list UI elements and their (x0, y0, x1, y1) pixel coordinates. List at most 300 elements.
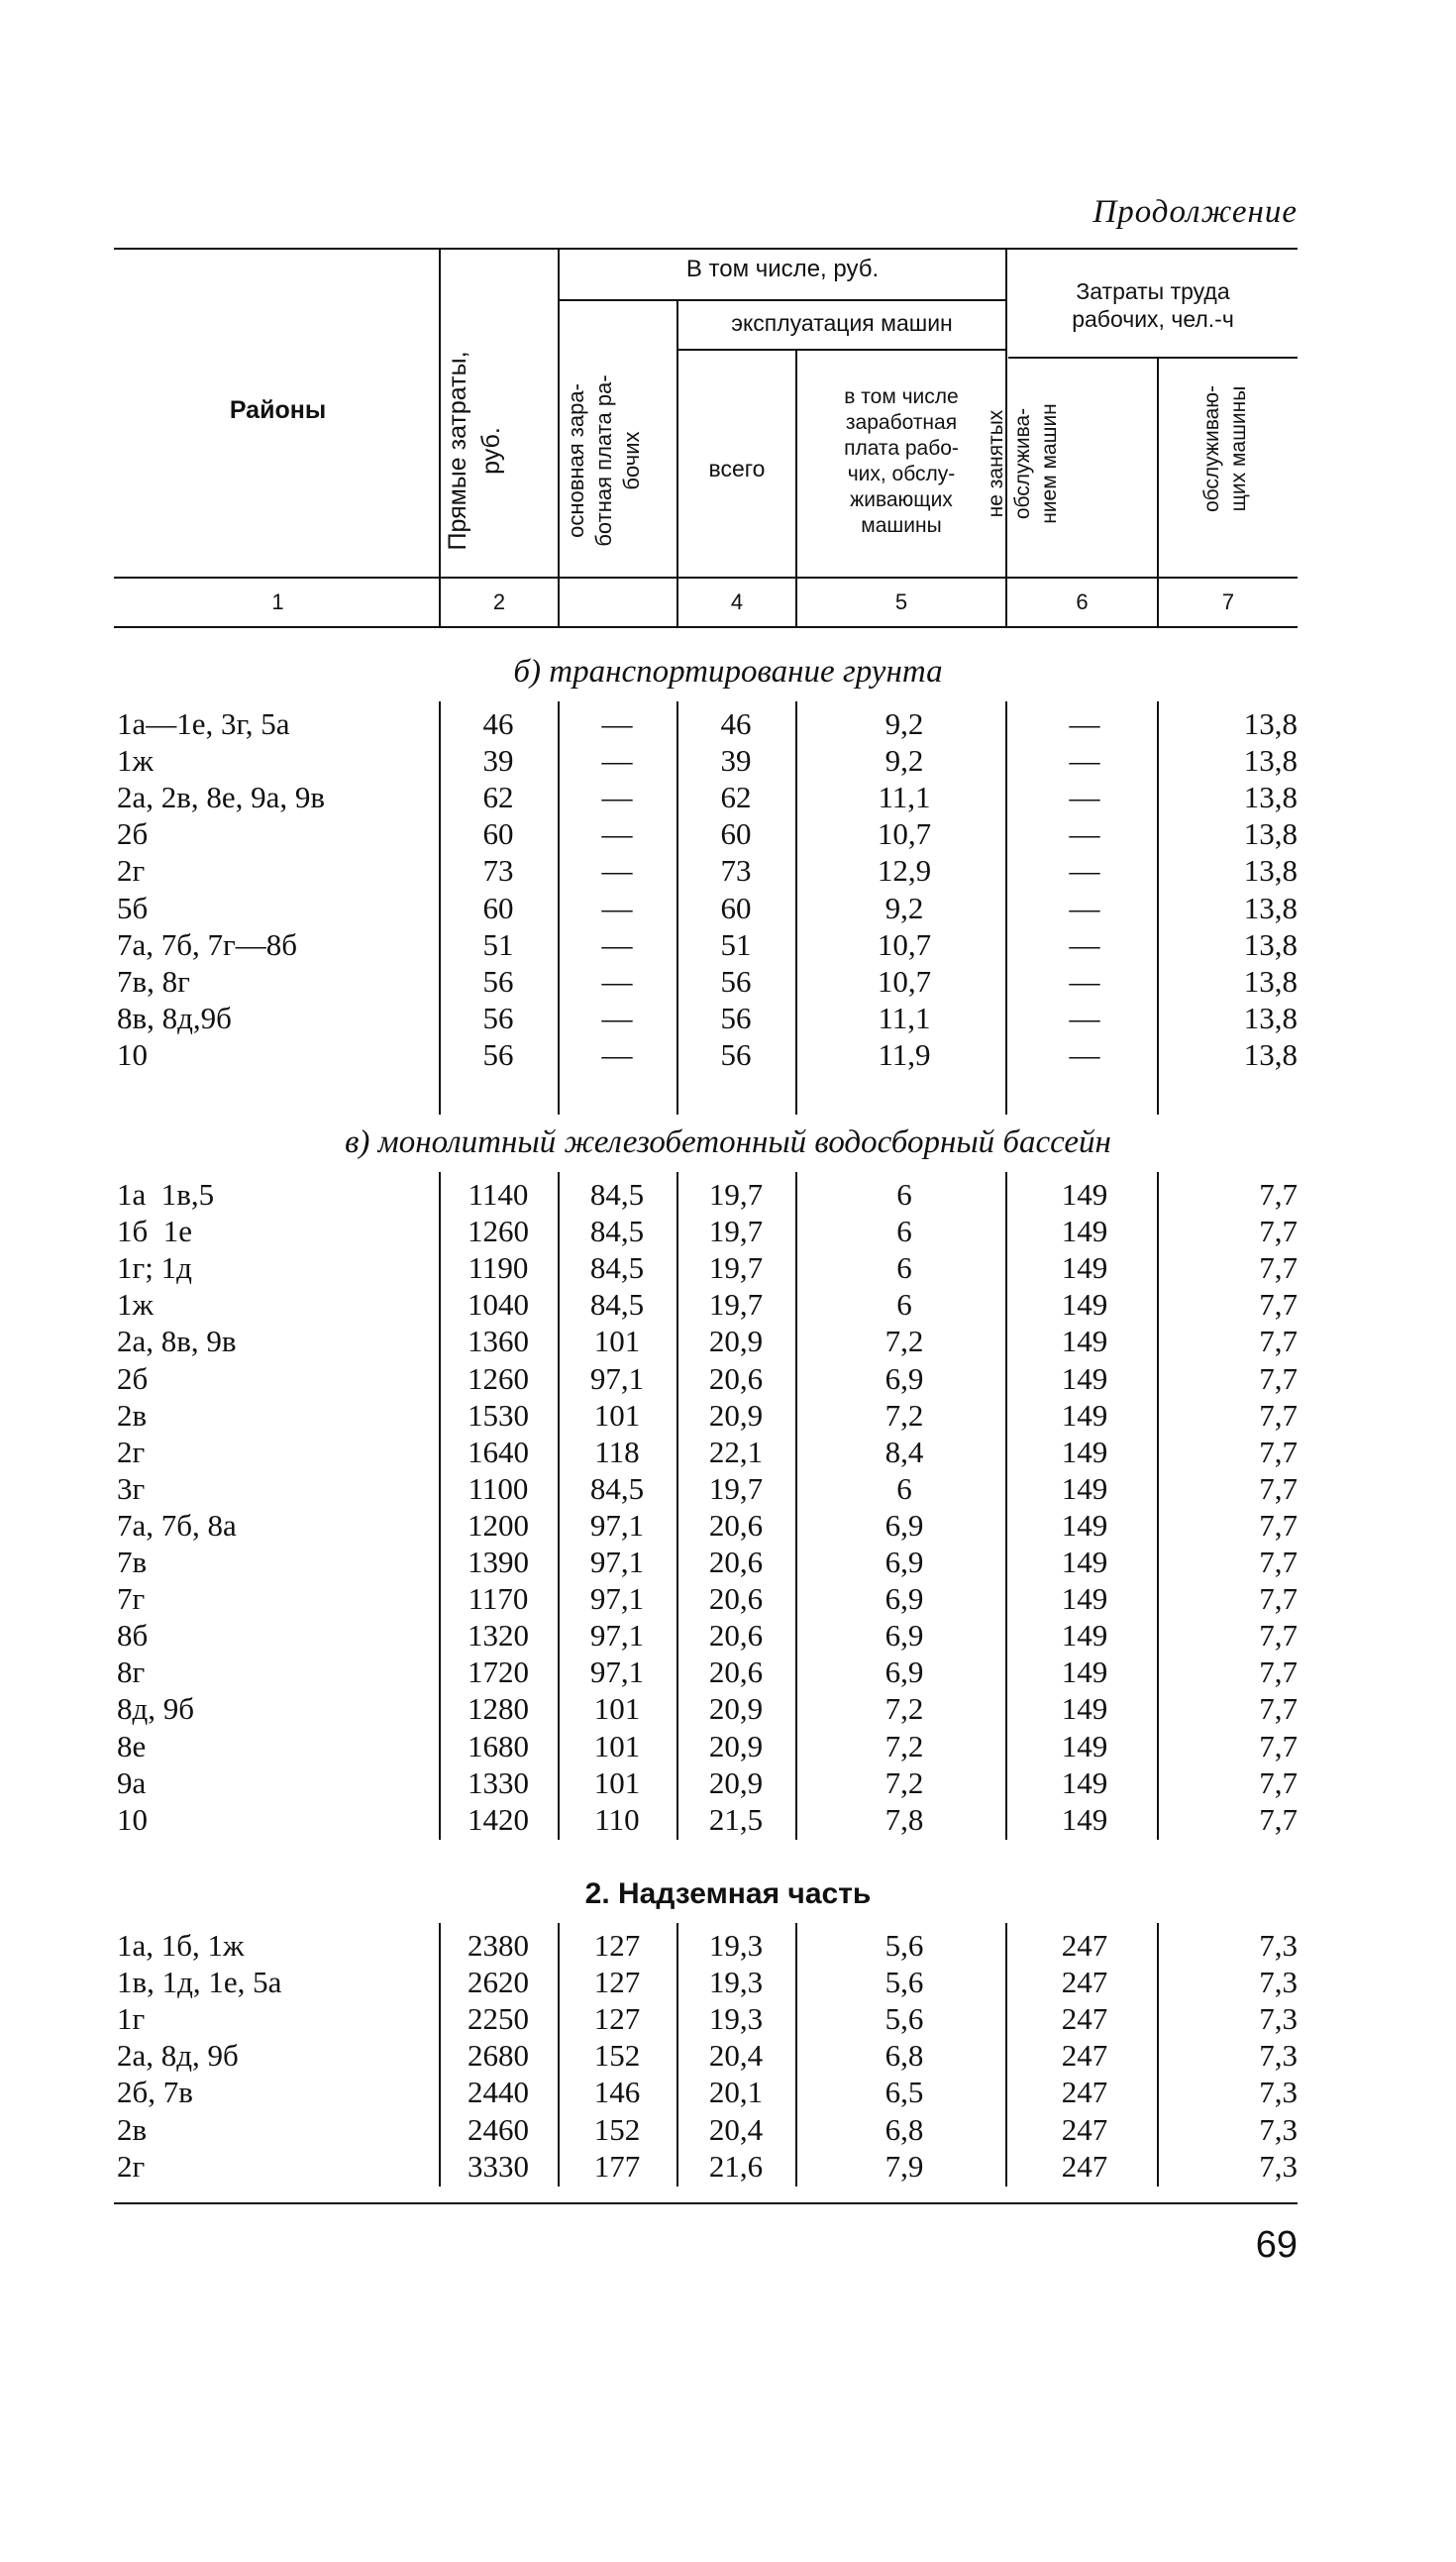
header-districts: Районы (229, 396, 327, 424)
cell-machine-total: 62 (720, 780, 752, 815)
cell-labor-not-serving: 149 (1061, 1214, 1108, 1249)
cell-direct-costs: 2620 (468, 1965, 529, 2000)
cell-machine-total: 20,9 (708, 1728, 764, 1763)
cell-district: 8в, 8д,9б (117, 1000, 232, 1035)
table-row (0, 1764, 1456, 1801)
cell-direct-costs: 2460 (468, 2111, 529, 2147)
cell-labor-not-serving: 149 (1061, 1801, 1108, 1837)
cell-labor-serving: 7,7 (1259, 1691, 1298, 1727)
cell-drivers-salary: 7,8 (884, 1801, 924, 1837)
table-row (0, 1000, 1456, 1036)
cell-drivers-salary: 6,5 (884, 2075, 924, 2110)
cell-labor-serving: 7,7 (1259, 1324, 1298, 1359)
cell-labor-not-serving: 149 (1061, 1470, 1108, 1506)
cell-direct-costs: 1680 (468, 1728, 529, 1763)
cell-labor-not-serving: 149 (1061, 1581, 1108, 1617)
header-total: всего (708, 456, 766, 481)
table-row (0, 1927, 1456, 1964)
cell-base-salary: 84,5 (589, 1177, 645, 1212)
cell-district: 10 (117, 1801, 148, 1837)
cell-machine-total: 20,9 (708, 1324, 764, 1359)
cell-direct-costs: 1260 (468, 1214, 529, 1249)
table-row (0, 926, 1456, 963)
cell-labor-serving: 7,7 (1259, 1434, 1298, 1469)
cell-district: 7г (117, 1581, 146, 1617)
cell-machine-total: 60 (720, 890, 752, 925)
cell-machine-total: 21,6 (708, 2148, 764, 2184)
cell-direct-costs: 1530 (468, 1397, 529, 1433)
cell-base-salary: 152 (593, 2111, 641, 2147)
cell-machine-total: 20,6 (708, 1507, 764, 1543)
cell-machine-total: 60 (720, 816, 752, 852)
cell-labor-serving: 13,8 (1243, 1000, 1298, 1035)
cell-district: 2б, 7в (117, 2075, 193, 2110)
cell-direct-costs: 1280 (468, 1691, 529, 1727)
cell-drivers-salary: 6,8 (884, 2111, 924, 2147)
cell-district: 2б (117, 1360, 149, 1396)
cell-labor-not-serving: — (1069, 1000, 1100, 1035)
cell-labor-not-serving: 149 (1061, 1655, 1108, 1690)
cell-machine-total: 56 (720, 963, 752, 999)
cell-machine-total: 20,9 (708, 1764, 764, 1800)
cell-labor-not-serving: 149 (1061, 1691, 1108, 1727)
cell-machine-total: 20,4 (708, 2111, 764, 2147)
cell-labor-serving: 7,7 (1259, 1728, 1298, 1763)
cell-labor-not-serving: 149 (1061, 1360, 1108, 1396)
table-row (0, 1801, 1456, 1838)
cell-labor-serving: 13,8 (1243, 853, 1298, 889)
cell-drivers-salary: 10,7 (877, 963, 932, 999)
cell-base-salary: 110 (594, 1801, 640, 1837)
cell-district: 1ж (117, 743, 154, 779)
table-row (0, 1544, 1456, 1580)
cell-direct-costs: 39 (482, 743, 514, 779)
cell-machine-total: 20,4 (708, 2038, 764, 2074)
header-serving: обслуживаю- щих машины (1200, 384, 1250, 513)
cell-base-salary: 127 (593, 1965, 641, 2000)
cell-machine-total: 19,7 (708, 1470, 764, 1506)
cell-drivers-salary: 10,7 (877, 816, 932, 852)
cell-labor-serving: 7,7 (1259, 1287, 1298, 1323)
cell-drivers-salary: 9,2 (884, 890, 924, 925)
cell-labor-not-serving: — (1069, 890, 1100, 925)
cell-district: 2г (117, 853, 146, 889)
cell-machine-total: 19,3 (708, 1928, 764, 1963)
cell-base-salary: 84,5 (589, 1470, 645, 1506)
cell-base-salary: 118 (594, 1434, 640, 1469)
cell-drivers-salary: 6,9 (884, 1545, 924, 1579)
cell-base-salary: 177 (593, 2148, 641, 2184)
cell-labor-not-serving: 149 (1061, 1507, 1108, 1543)
cell-district: 2г (117, 1434, 146, 1469)
table-row (0, 815, 1456, 852)
cell-direct-costs: 1390 (468, 1545, 529, 1579)
cell-base-salary: — (601, 816, 633, 852)
colnum-6: 6 (1076, 589, 1089, 614)
header-vline-6 (1157, 357, 1159, 626)
table-row (0, 1507, 1456, 1544)
cell-base-salary: 101 (593, 1397, 641, 1433)
cell-base-salary: 84,5 (589, 1287, 645, 1323)
table-row (0, 1580, 1456, 1617)
table-row (0, 1470, 1456, 1507)
cell-district: 8д, 9б (117, 1691, 195, 1727)
cell-direct-costs: 1330 (468, 1764, 529, 1800)
cell-district: 2а, 8д, 9б (117, 2038, 239, 2074)
cell-district: 5б (117, 890, 149, 925)
cell-direct-costs: 1320 (468, 1618, 529, 1654)
cell-labor-serving: 13,8 (1243, 816, 1298, 852)
cell-base-salary: 146 (593, 2075, 641, 2110)
cell-labor-not-serving: 149 (1061, 1618, 1108, 1654)
cell-labor-not-serving: 247 (1061, 1928, 1108, 1963)
cell-district: 1г; 1д (117, 1250, 192, 1286)
cell-base-salary: 97,1 (589, 1655, 645, 1690)
cell-district: 7а, 7б, 8а (117, 1507, 237, 1543)
cell-labor-serving: 7,7 (1259, 1581, 1298, 1617)
table-row (0, 2037, 1456, 2074)
cell-base-salary: 84,5 (589, 1250, 645, 1286)
table-row (0, 1728, 1456, 1764)
cell-labor-not-serving: — (1069, 743, 1100, 779)
cell-drivers-salary: 9,2 (884, 706, 924, 741)
cell-base-salary: — (601, 706, 633, 741)
cell-drivers-salary: 12,9 (877, 853, 932, 889)
cell-labor-not-serving: 149 (1061, 1397, 1108, 1433)
cell-district: 2г (117, 2148, 146, 2184)
cell-district: 8б (117, 1618, 149, 1654)
cell-machine-total: 56 (720, 1000, 752, 1035)
cell-machine-total: 20,9 (708, 1397, 764, 1433)
cell-district: 2а, 8в, 9в (117, 1324, 237, 1359)
cell-machine-total: 20,6 (708, 1655, 764, 1690)
cell-drivers-salary: 5,6 (884, 2001, 924, 2037)
cell-district: 10 (117, 1036, 148, 1072)
cell-labor-serving: 13,8 (1243, 926, 1298, 962)
cell-direct-costs: 73 (482, 853, 514, 889)
header-top-rule (114, 248, 1298, 250)
cell-base-salary: — (601, 926, 633, 962)
cell-labor-serving: 7,7 (1259, 1214, 1298, 1249)
cell-direct-costs: 62 (482, 780, 514, 815)
cell-base-salary: 97,1 (589, 1545, 645, 1579)
cell-base-salary: 97,1 (589, 1618, 645, 1654)
cell-district: 1а, 1б, 1ж (117, 1928, 245, 1963)
header-bottom-rule (114, 577, 1298, 579)
cell-machine-total: 46 (720, 706, 752, 741)
cell-base-salary: 97,1 (589, 1581, 645, 1617)
cell-labor-not-serving: 149 (1061, 1287, 1108, 1323)
cell-district: 1а—1е, 3г, 5а (117, 706, 290, 741)
cell-labor-serving: 7,3 (1259, 2075, 1298, 2110)
cell-labor-not-serving: 247 (1061, 2075, 1108, 2110)
cell-direct-costs: 1360 (468, 1324, 529, 1359)
colnum-7: 7 (1221, 589, 1235, 614)
cell-labor-serving: 7,7 (1259, 1397, 1298, 1433)
cell-drivers-salary: 5,6 (884, 1965, 924, 2000)
table-row (0, 2148, 1456, 2185)
cell-drivers-salary: 9,2 (884, 743, 924, 779)
cell-labor-not-serving: 247 (1061, 1965, 1108, 2000)
cell-labor-not-serving: — (1069, 963, 1100, 999)
table-row (0, 1617, 1456, 1654)
cell-drivers-salary: 7,9 (884, 2148, 924, 2184)
cell-labor-not-serving: — (1069, 1036, 1100, 1072)
cell-direct-costs: 60 (482, 816, 514, 852)
table-row (0, 1323, 1456, 1359)
cell-drivers-salary: 5,6 (884, 1928, 924, 1963)
cell-direct-costs: 1170 (468, 1581, 529, 1617)
cell-labor-not-serving: 149 (1061, 1177, 1108, 1212)
cell-direct-costs: 3330 (468, 2148, 529, 2184)
cell-drivers-salary: 11,1 (878, 1000, 931, 1035)
cell-direct-costs: 60 (482, 890, 514, 925)
cell-district: 1ж (117, 1287, 154, 1323)
cell-direct-costs: 1040 (468, 1287, 529, 1323)
cell-machine-total: 19,7 (708, 1287, 764, 1323)
cell-district: 2а, 2в, 8е, 9а, 9в (117, 780, 326, 815)
colnum-bottom-rule (114, 626, 1298, 628)
cell-labor-not-serving: 149 (1061, 1545, 1108, 1579)
header-labor-costs: Затраты труда рабочих, чел.-ч (1072, 278, 1234, 332)
cell-machine-total: 19,7 (708, 1177, 764, 1212)
cell-labor-serving: 7,7 (1259, 1618, 1298, 1654)
cell-machine-total: 19,7 (708, 1250, 764, 1286)
cell-direct-costs: 1140 (468, 1177, 529, 1212)
continuation-label: Продолжение (1092, 194, 1298, 230)
cell-drivers-salary: 6 (896, 1470, 912, 1506)
section-title: в) монолитный железобетонный водосборный бассейн (345, 1124, 1111, 1160)
table-row (0, 1397, 1456, 1434)
header-drivers-salary: в том числе заработная плата рабо- чих, обслу- живающих машины (844, 385, 959, 537)
cell-district: 2б (117, 816, 149, 852)
cell-base-salary: 97,1 (589, 1507, 645, 1543)
cell-labor-serving: 13,8 (1243, 963, 1298, 999)
cell-drivers-salary: 7,2 (884, 1764, 924, 1800)
cell-machine-total: 20,6 (708, 1581, 764, 1617)
cell-base-salary: — (601, 890, 633, 925)
cell-direct-costs: 1420 (468, 1801, 529, 1837)
cell-drivers-salary: 7,2 (884, 1397, 924, 1433)
cell-district: 8е (117, 1728, 147, 1763)
cell-labor-serving: 7,3 (1259, 2001, 1298, 2037)
cell-district: 7в (117, 1545, 148, 1579)
cell-drivers-salary: 6,9 (884, 1618, 924, 1654)
cell-machine-total: 20,1 (708, 2075, 764, 2110)
table-row (0, 2074, 1456, 2110)
cell-labor-serving: 7,3 (1259, 2148, 1298, 2184)
cell-labor-not-serving: 149 (1061, 1324, 1108, 1359)
table-row (0, 1360, 1456, 1397)
cell-labor-serving: 7,7 (1259, 1655, 1298, 1690)
header-vline-2 (558, 248, 560, 626)
cell-drivers-salary: 7,2 (884, 1728, 924, 1763)
cell-drivers-salary: 7,2 (884, 1691, 924, 1727)
table-row (0, 1176, 1456, 1213)
cell-labor-serving: 7,7 (1259, 1360, 1298, 1396)
cell-machine-total: 22,1 (708, 1434, 764, 1469)
cell-base-salary: 101 (593, 1691, 641, 1727)
table-row (0, 852, 1456, 889)
cell-labor-not-serving: — (1069, 780, 1100, 815)
cell-labor-serving: 13,8 (1243, 890, 1298, 925)
cell-drivers-salary: 10,7 (877, 926, 932, 962)
cell-labor-serving: 7,3 (1259, 1965, 1298, 2000)
cell-labor-not-serving: 149 (1061, 1250, 1108, 1286)
cell-district: 1б 1е (117, 1214, 193, 1249)
table-row (0, 2111, 1456, 2148)
cell-drivers-salary: 6 (896, 1287, 912, 1323)
table-row (0, 1654, 1456, 1690)
table-row (0, 1434, 1456, 1470)
page-number: 69 (1255, 2224, 1298, 2266)
cell-labor-not-serving: — (1069, 816, 1100, 852)
cell-labor-serving: 13,8 (1243, 743, 1298, 779)
cell-labor-not-serving: 247 (1061, 2001, 1108, 2037)
cell-direct-costs: 1190 (468, 1250, 529, 1286)
cell-drivers-salary: 6,9 (884, 1507, 924, 1543)
cell-labor-serving: 7,3 (1259, 2111, 1298, 2147)
table-row (0, 705, 1456, 742)
cell-base-salary: 127 (593, 1928, 641, 1963)
cell-base-salary: 84,5 (589, 1214, 645, 1249)
cell-base-salary: 97,1 (589, 1360, 645, 1396)
cell-district: 9а (117, 1764, 147, 1800)
cell-direct-costs: 1260 (468, 1360, 529, 1396)
cell-direct-costs: 1200 (468, 1507, 529, 1543)
table-row (0, 742, 1456, 779)
cell-labor-serving: 7,7 (1259, 1801, 1298, 1837)
cell-labor-not-serving: 149 (1061, 1728, 1108, 1763)
table-row (0, 890, 1456, 926)
cell-base-salary: — (601, 1036, 633, 1072)
cell-base-salary: — (601, 963, 633, 999)
cell-direct-costs: 51 (482, 926, 514, 962)
cell-machine-total: 20,6 (708, 1545, 764, 1579)
cell-district: 1а 1в,5 (117, 1177, 215, 1212)
cell-direct-costs: 1100 (468, 1470, 529, 1506)
cell-labor-serving: 13,8 (1243, 706, 1298, 741)
cell-labor-serving: 7,7 (1259, 1250, 1298, 1286)
cell-labor-not-serving: 247 (1061, 2148, 1108, 2184)
cell-labor-not-serving: — (1069, 853, 1100, 889)
cell-machine-total: 51 (720, 926, 752, 962)
section-title: 2. Надземная часть (584, 1877, 872, 1910)
cell-base-salary: 127 (593, 2001, 641, 2037)
cell-machine-total: 21,5 (708, 1801, 764, 1837)
cell-drivers-salary: 6 (896, 1214, 912, 1249)
header-not-serving: не занятых обслужива- нием машин (985, 403, 1061, 524)
cell-direct-costs: 2380 (468, 1928, 529, 1963)
cell-base-salary: 101 (593, 1764, 641, 1800)
cell-machine-total: 39 (720, 743, 752, 779)
cell-district: 2в (117, 1397, 148, 1433)
cell-labor-serving: 13,8 (1243, 780, 1298, 815)
cell-direct-costs: 56 (482, 1000, 514, 1035)
cell-machine-total: 19,3 (708, 2001, 764, 2037)
cell-direct-costs: 2440 (468, 2075, 529, 2110)
cell-base-salary: — (601, 780, 633, 815)
cell-district: 1в, 1д, 1е, 5а (117, 1965, 282, 2000)
colnum-2: 2 (492, 589, 506, 614)
cell-direct-costs: 2680 (468, 2038, 529, 2074)
cell-labor-serving: 7,7 (1259, 1507, 1298, 1543)
cell-direct-costs: 1720 (468, 1655, 529, 1690)
cell-drivers-salary: 6,9 (884, 1581, 924, 1617)
cell-district: 8г (117, 1655, 146, 1690)
cell-labor-not-serving: 247 (1061, 2038, 1108, 2074)
cell-machine-total: 20,6 (708, 1618, 764, 1654)
cell-labor-serving: 7,7 (1259, 1545, 1298, 1579)
header-including: В том числе, руб. (685, 256, 880, 282)
table-bottom-rule (114, 2202, 1298, 2204)
cell-base-salary: — (601, 853, 633, 889)
cell-labor-serving: 7,7 (1259, 1177, 1298, 1212)
cell-base-salary: — (601, 1000, 633, 1035)
cell-drivers-salary: 6 (896, 1177, 912, 1212)
cell-direct-costs: 56 (482, 963, 514, 999)
cell-district: 2в (117, 2111, 148, 2147)
cell-drivers-salary: 7,2 (884, 1324, 924, 1359)
cell-drivers-salary: 6,9 (884, 1360, 924, 1396)
cell-machine-total: 56 (720, 1036, 752, 1072)
cell-drivers-salary: 6,9 (884, 1655, 924, 1690)
table-row (0, 1249, 1456, 1286)
cell-machine-total: 20,9 (708, 1691, 764, 1727)
cell-drivers-salary: 6 (896, 1250, 912, 1286)
cell-drivers-salary: 8,4 (884, 1434, 924, 1469)
cell-district: 3г (117, 1470, 146, 1506)
cell-direct-costs: 1640 (468, 1434, 529, 1469)
table-row (0, 779, 1456, 815)
cell-district: 1г (117, 2001, 146, 2037)
cell-machine-total: 19,3 (708, 1965, 764, 2000)
cell-labor-serving: 7,3 (1259, 2038, 1298, 2074)
cell-labor-not-serving: — (1069, 706, 1100, 741)
cell-labor-serving: 7,3 (1259, 1928, 1298, 1963)
colnum-4: 4 (730, 589, 744, 614)
cell-base-salary: 152 (593, 2038, 641, 2074)
cell-base-salary: 101 (593, 1324, 641, 1359)
header-direct-costs: Прямые затраты, руб. (444, 351, 505, 551)
including-rule (560, 299, 1005, 301)
cell-drivers-salary: 11,1 (878, 780, 931, 815)
cell-district: 7а, 7б, 7г—8б (117, 926, 298, 962)
cell-machine-total: 19,7 (708, 1214, 764, 1249)
machines-rule (678, 349, 1005, 351)
table-row (0, 1286, 1456, 1323)
cell-machine-total: 73 (720, 853, 752, 889)
section-title: б) транспортирование грунта (513, 654, 943, 690)
cell-drivers-salary: 11,9 (878, 1036, 931, 1072)
cell-base-salary: — (601, 743, 633, 779)
colnum-1: 1 (271, 589, 284, 614)
cell-labor-serving: 7,7 (1259, 1764, 1298, 1800)
cell-drivers-salary: 6,8 (884, 2038, 924, 2074)
cell-direct-costs: 2250 (468, 2001, 529, 2037)
cell-base-salary: 101 (593, 1728, 641, 1763)
colnum-5: 5 (894, 589, 908, 614)
cell-labor-not-serving: 149 (1061, 1434, 1108, 1469)
cell-machine-total: 20,6 (708, 1360, 764, 1396)
cell-labor-not-serving: 247 (1061, 2111, 1108, 2147)
cell-labor-not-serving: 149 (1061, 1764, 1108, 1800)
cell-labor-serving: 7,7 (1259, 1470, 1298, 1506)
cell-direct-costs: 46 (482, 706, 514, 741)
cell-labor-serving: 13,8 (1243, 1036, 1298, 1072)
table-row (0, 1690, 1456, 1727)
table-row (0, 1036, 1456, 1073)
